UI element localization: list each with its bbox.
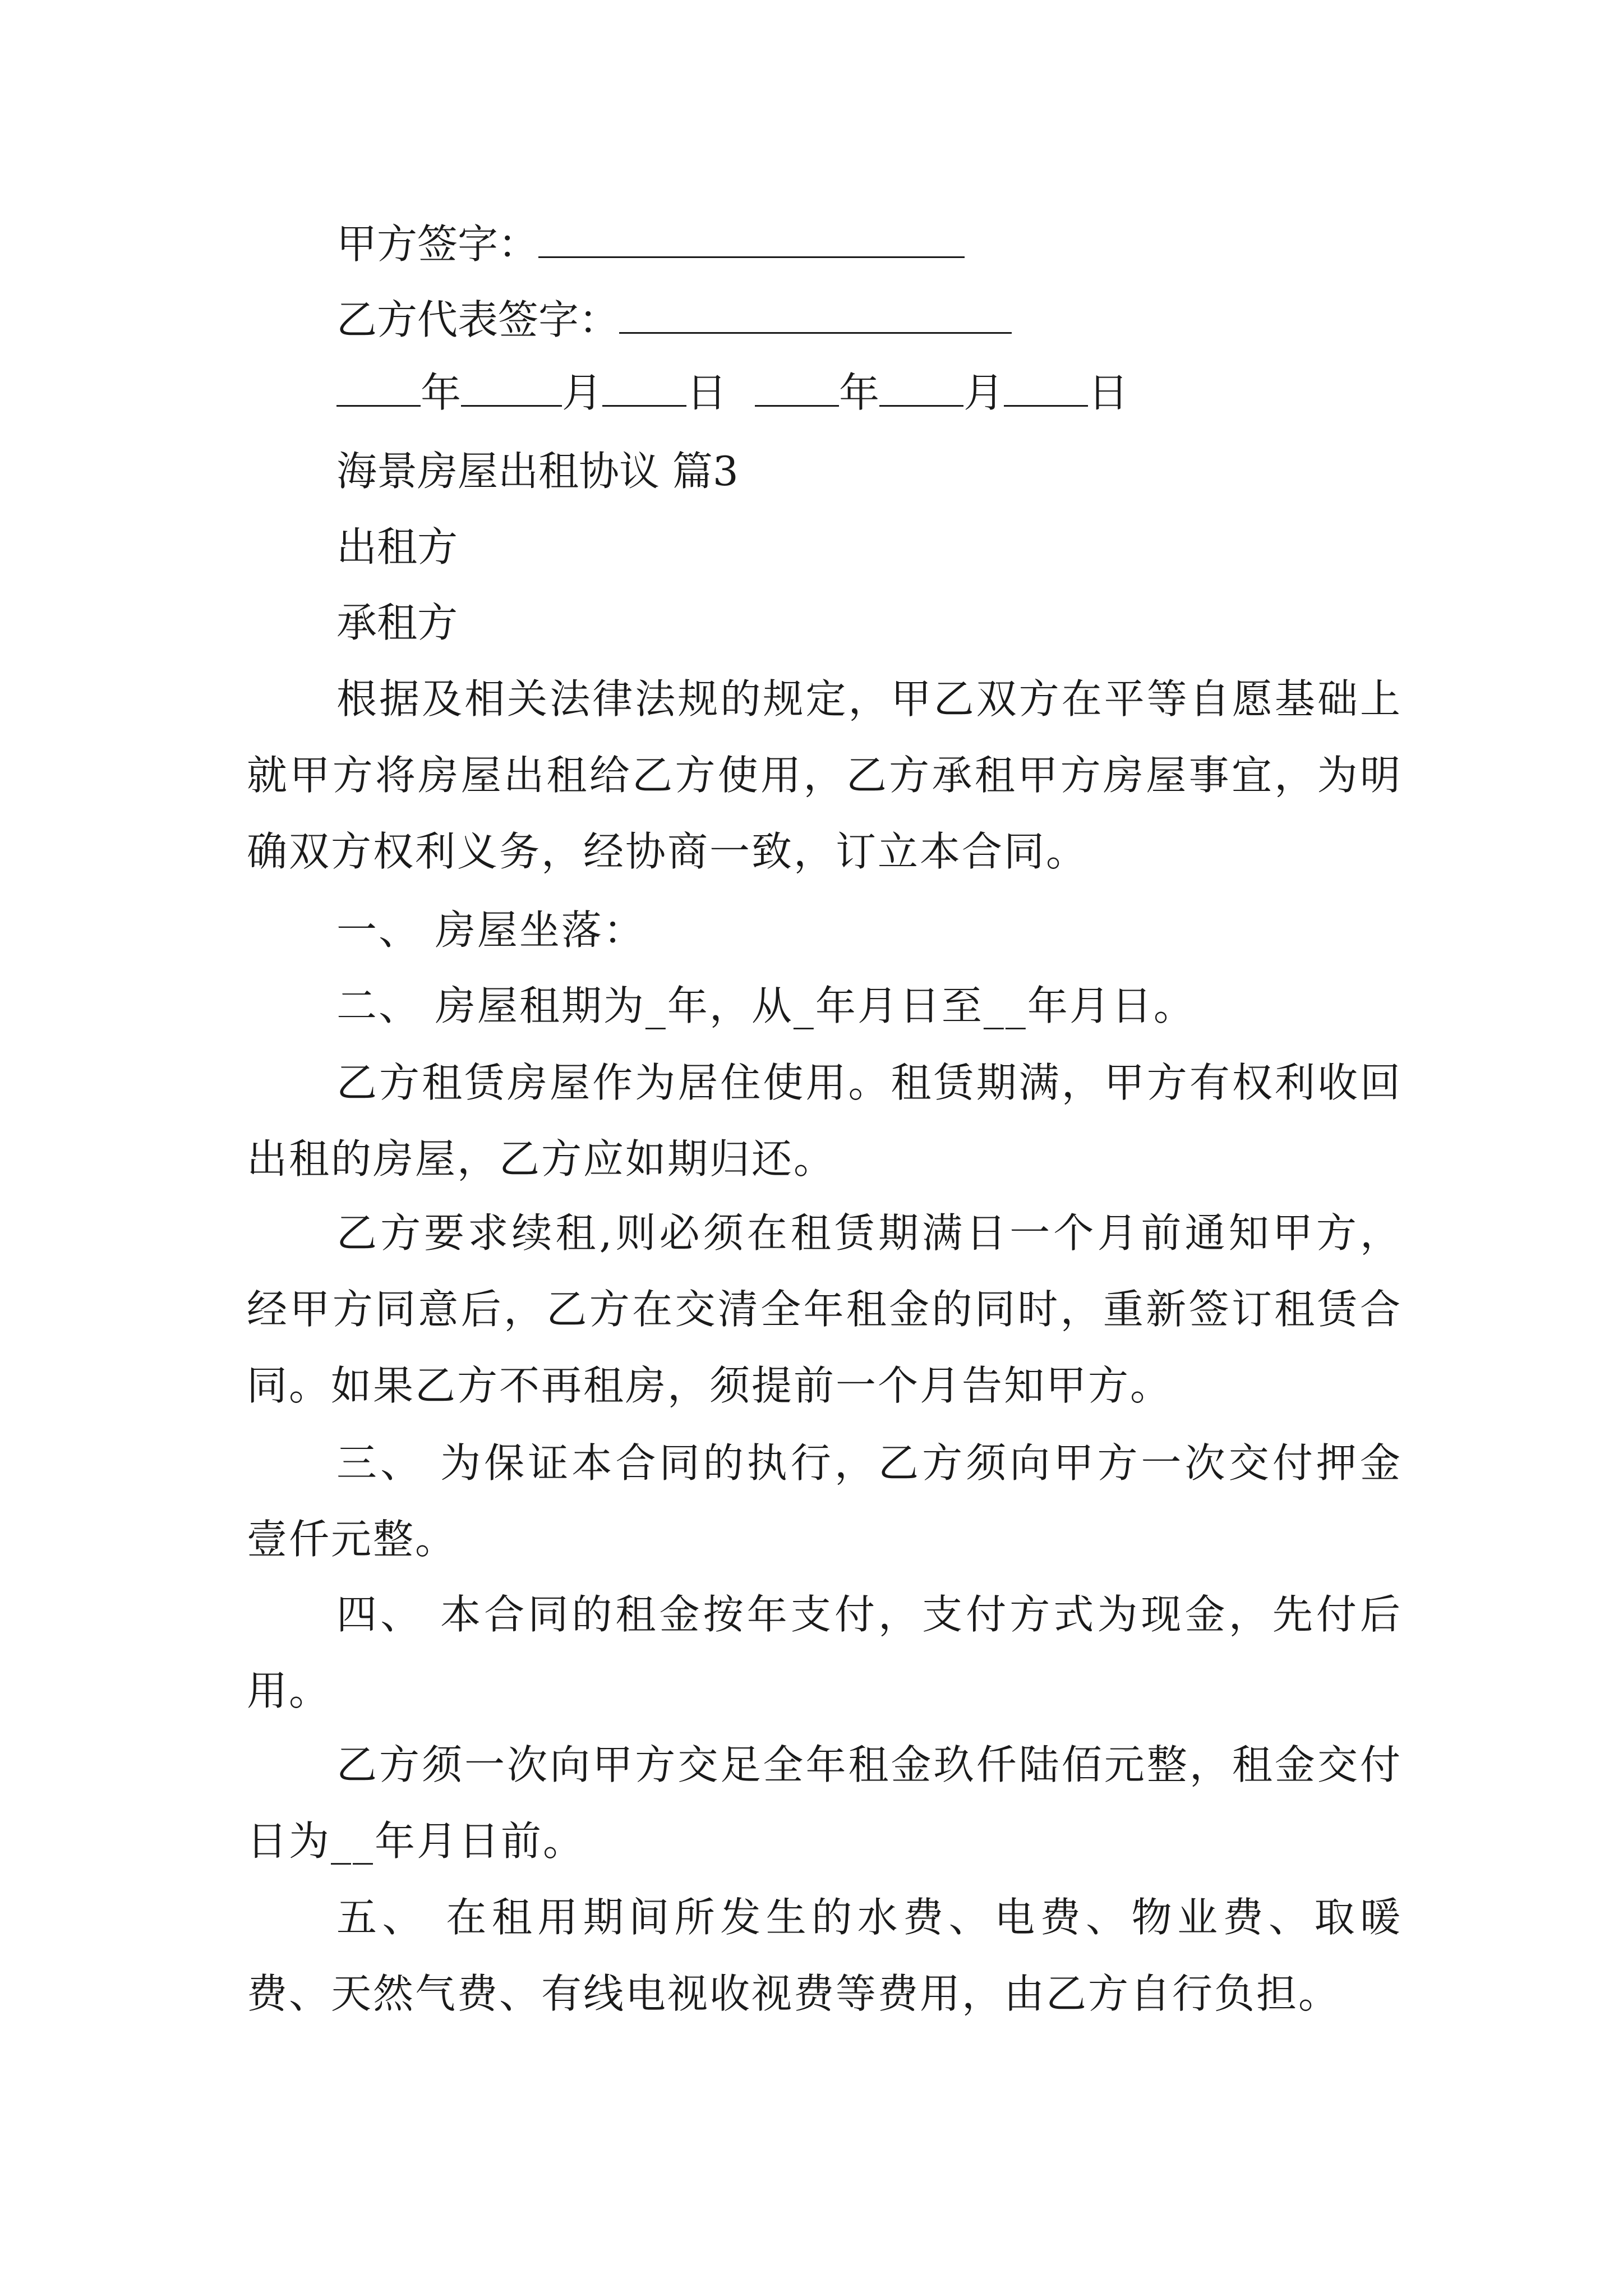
party-a-signature-blank (538, 223, 965, 258)
clause-2: 二、 房屋租期为_年，从_年月日至__年月日。 (336, 982, 1196, 1029)
month-label: 月 (963, 369, 1004, 416)
party-a-signature-label: 甲方签字： (336, 220, 539, 268)
year-blank (755, 371, 839, 407)
year-label: 年 (839, 369, 880, 416)
day-label: 日 (1088, 369, 1129, 416)
year-label: 年 (421, 369, 462, 416)
clause-5: 五、 在租用期间所发生的水费、电费、物业费、取暖费、天然气费、有线电视收视费等费用，由乙方自行负担。 (247, 1894, 1402, 2017)
paragraph-preamble: 根据及相关法律法规的规定，甲乙双方在平等自愿基础上就甲方将房屋出租给乙方使用，乙方承租甲方房屋事宜，为明确双方权利义务，经协商一致，订立本合同。 (247, 675, 1402, 875)
party-b-signature-label: 乙方代表签字： (336, 296, 620, 343)
day-blank (602, 371, 686, 407)
paragraph-lease-expiry: 乙方租赁房屋作为居住使用。租赁期满，甲方有权利收回出租的房屋，乙方应如期归还。 (247, 1059, 1402, 1182)
clause-3: 三、 为保证本合同的执行，乙方须向甲方一次交付押金壹仟元整。 (247, 1439, 1402, 1563)
lessee-label: 承租方 (336, 599, 458, 646)
clause-4: 四、 本合同的租金按年支付，支付方式为现金，先付后用。 (247, 1591, 1402, 1714)
party-a-signature-line (336, 216, 965, 272)
party-b-signature-line (336, 292, 1012, 348)
clause-1: 一、 房屋坐落： (336, 907, 645, 954)
date-line (336, 365, 1128, 421)
month-blank (879, 371, 963, 407)
paragraph-renewal: 乙方要求续租,则必须在租赁期满日一个月前通知甲方，经甲方同意后，乙方在交清全年租金的同时，重新签订租赁合同。如果乙方不再租房，须提前一个月告知甲方。 (247, 1209, 1402, 1409)
month-label: 月 (562, 369, 603, 416)
section-title: 海景房屋出租协议 篇3 (336, 448, 739, 495)
party-b-signature-blank (619, 298, 1012, 334)
year-blank (336, 371, 421, 407)
paragraph-annual-rent: 乙方须一次向甲方交足全年租金玖仟陆佰元整，租金交付日为__年月日前。 (247, 1741, 1402, 1865)
lessor-label: 出租方 (336, 523, 458, 570)
day-blank (1004, 371, 1088, 407)
month-blank (461, 371, 562, 407)
day-label: 日 (686, 369, 727, 416)
